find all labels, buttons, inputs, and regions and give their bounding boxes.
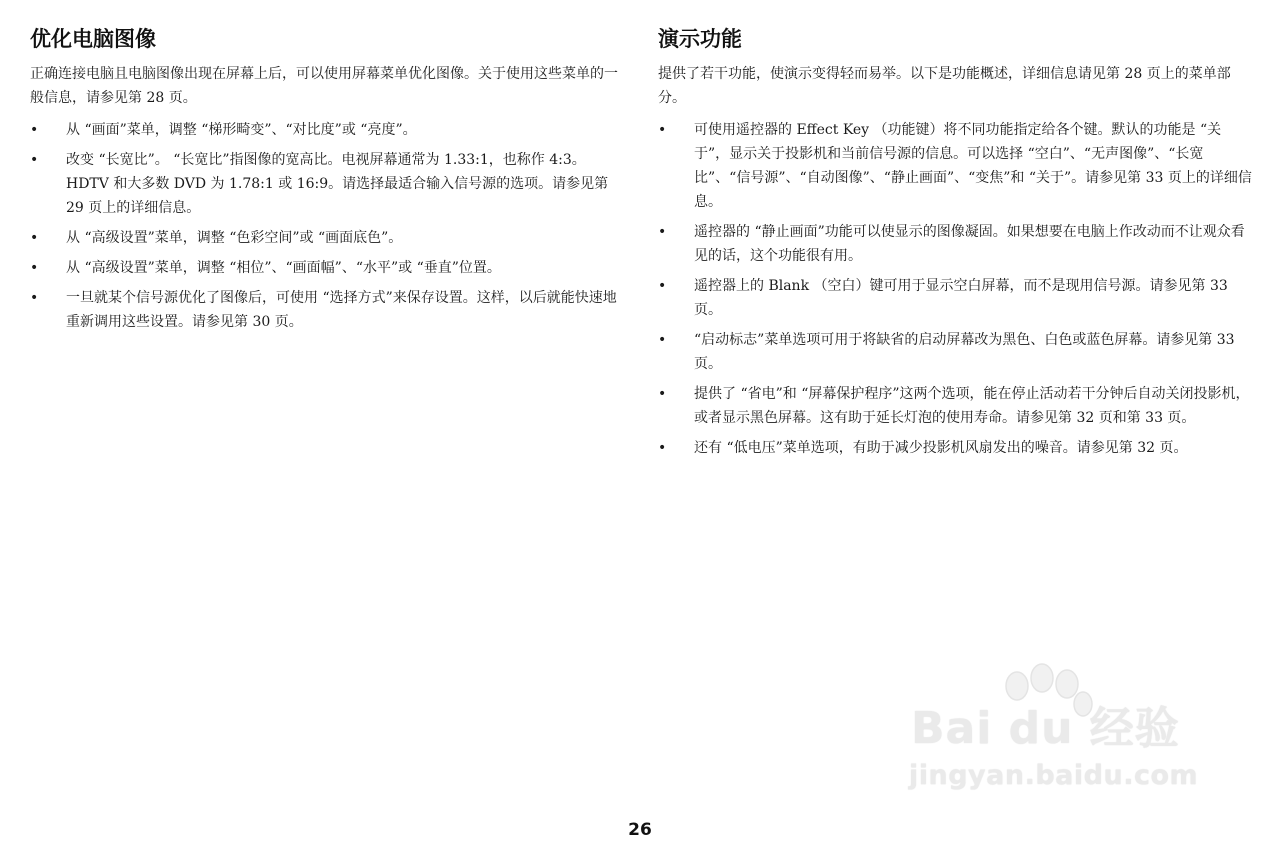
bullet-icon: • bbox=[658, 386, 667, 402]
bullet-icon: • bbox=[658, 332, 667, 348]
list-item-text: 还有 “低电压”菜单选项，有助于减少投影机风扇发出的噪音。请参见第 32 页。 bbox=[694, 440, 1188, 456]
list-item bbox=[30, 286, 622, 334]
list-item-text: 可使用遥控器的 Effect Key （功能键）将不同功能指定给各个键。默认的功能是 “关于”，显示关于投影机和当前信号源的信息。可以选择 “空白”、“无声图像”、“长宽比”、“信号源”、“自动图像”、“静止画面”、“变焦”和 “关于”。请参见第 33 页上的详细信息。 bbox=[694, 122, 1252, 210]
section-intro: 正确连接电脑且电脑图像出现在屏幕上后，可以使用屏幕菜单优化图像。关于使用这些菜单的一般信息，请参见第 28 页。 bbox=[30, 66, 618, 106]
section-title-presentation-features: 演示功能 bbox=[658, 27, 742, 51]
baidu-jingyan-watermark bbox=[905, 660, 1205, 805]
section-intro: 提供了若干功能，使演示变得轻而易举。以下是功能概述，详细信息请见第 28 页上的菜单部分。 bbox=[658, 66, 1231, 106]
list-item bbox=[30, 256, 622, 280]
bullet-icon: • bbox=[658, 278, 667, 294]
list-item-text: 遥控器的 “静止画面”功能可以使显示的图像凝固。如果想要在电脑上作改动而不让观众看见的话，这个功能很有用。 bbox=[694, 224, 1245, 264]
list-item-text: 从 “高级设置”菜单，调整 “相位”、“画面幅”、“水平”或 “垂直”位置。 bbox=[66, 260, 501, 276]
watermark-url: jingyan.baidu.com bbox=[909, 760, 1199, 791]
bullet-icon: • bbox=[658, 440, 667, 456]
list-item-text: “启动标志”菜单选项可用于将缺省的启动屏幕改为黑色、白色或蓝色屏幕。请参见第 33 页。 bbox=[694, 332, 1235, 372]
bullet-icon: • bbox=[30, 260, 39, 276]
bullet-list bbox=[30, 118, 622, 334]
watermark-brand: Bai du 经验 bbox=[911, 703, 1180, 754]
list-item-text: 改变 “长宽比”。 “长宽比”指图像的宽高比。电视屏幕通常为 1.33:1，也称作 4:3。 HDTV 和大多数 DVD 为 1.78:1 或 16:9。请选择最适合输入信号源的选项。请参见第 29 页上的详细信息。 bbox=[66, 152, 609, 216]
list-item bbox=[658, 220, 1252, 268]
list-item bbox=[30, 226, 622, 250]
page-number: 26 bbox=[628, 820, 652, 840]
list-item bbox=[658, 274, 1252, 322]
left-column bbox=[30, 22, 622, 340]
bullet-icon: • bbox=[30, 290, 39, 306]
bullet-icon: • bbox=[658, 224, 667, 240]
bullet-icon: • bbox=[30, 152, 39, 168]
list-item bbox=[658, 382, 1252, 430]
section-title-optimize-image: 优化电脑图像 bbox=[30, 27, 156, 51]
list-item bbox=[658, 328, 1252, 376]
list-item-text: 从 “画面”菜单，调整 “梯形畸变”、“对比度”或 “亮度”。 bbox=[66, 122, 417, 138]
bullet-list bbox=[658, 118, 1252, 460]
list-item-text: 遥控器上的 Blank （空白）键可用于显示空白屏幕，而不是现用信号源。请参见第 33 页。 bbox=[694, 278, 1228, 318]
list-item bbox=[658, 118, 1252, 214]
bullet-icon: • bbox=[30, 230, 39, 246]
list-item-text: 从 “高级设置”菜单，调整 “色彩空间”或 “画面底色”。 bbox=[66, 230, 403, 246]
right-column bbox=[658, 22, 1252, 466]
list-item-text: 一旦就某个信号源优化了图像后，可使用 “选择方式”来保存设置。这样，以后就能快速地重新调用这些设置。请参见第 30 页。 bbox=[66, 290, 617, 330]
bullet-icon: • bbox=[30, 122, 39, 138]
list-item bbox=[658, 436, 1252, 460]
list-item-text: 提供了 “省电”和 “屏幕保护程序”这两个选项，能在停止活动若干分钟后自动关闭投影机，或者显示黑色屏幕。这有助于延长灯泡的使用寿命。请参见第 32 页和第 33 页。 bbox=[694, 386, 1250, 426]
list-item bbox=[30, 148, 622, 220]
bullet-icon: • bbox=[658, 122, 667, 138]
list-item bbox=[30, 118, 622, 142]
